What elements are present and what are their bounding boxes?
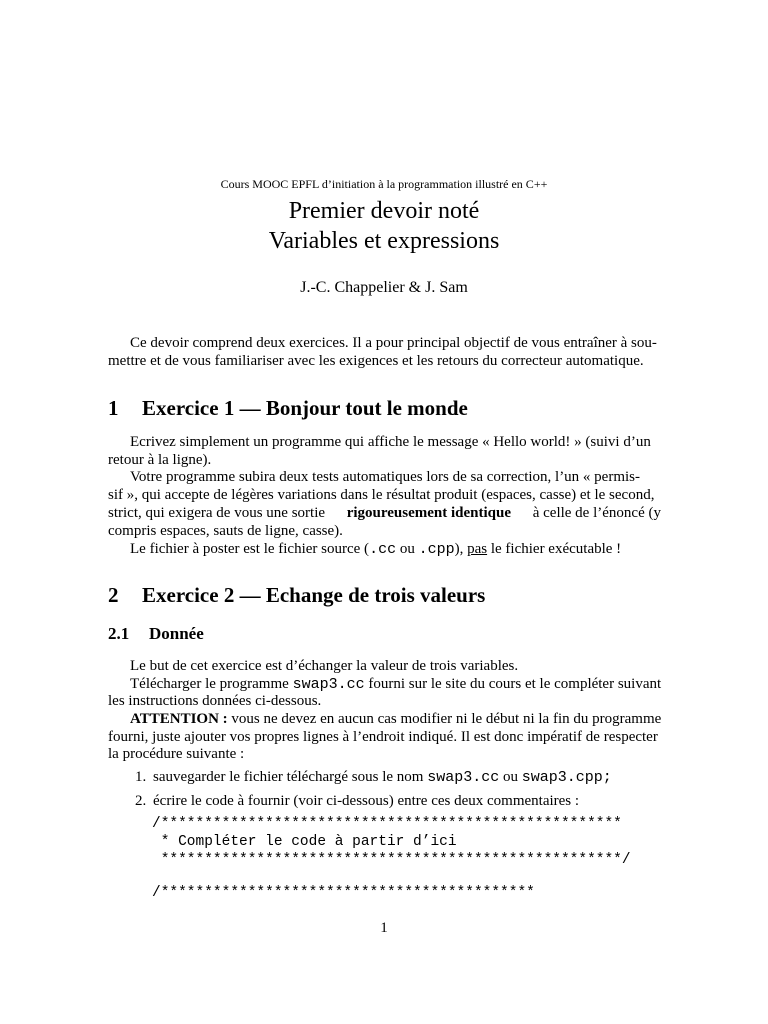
- filename-swap3-cpp: swap3.cpp;: [521, 769, 612, 786]
- ex1-p3-or: ou: [396, 541, 419, 557]
- list-item-1: [135, 768, 612, 788]
- ex1-p2-line1: Votre programme subira deux tests automatiques lors de sa correction, l’un « permis-: [130, 469, 641, 485]
- subsection-2-1-number: 2.1: [108, 624, 130, 643]
- ex1-p1-line1: Ecrivez simplement un programme qui affiche le message « Hello world! » (suivi d’un: [130, 434, 651, 450]
- page-title: Premier devoir noté: [288, 198, 480, 224]
- page-subtitle: Variables et expressions: [268, 228, 500, 254]
- ext-cpp: .cpp: [418, 541, 455, 558]
- ex2-p1: Le but de cet exercice est d’échanger la valeur de trois variables.: [130, 658, 519, 674]
- subsection-2-1-heading: [108, 624, 204, 644]
- ex1-emphasis: rigoureusement identique: [346, 505, 512, 521]
- ex1-p3-underlined: pas: [467, 541, 488, 557]
- ex1-p2-line3-start: strict, qui exigera de vous une sortie: [108, 505, 326, 521]
- code-line-2: * Compléter le code à partir d’ici: [152, 834, 457, 850]
- ex1-p3: [130, 540, 621, 560]
- section-2-number: 2: [108, 583, 119, 607]
- filename-swap3-cc: swap3.cc: [292, 676, 365, 693]
- code-line-4: /*******************************************: [152, 885, 535, 901]
- ex2-p2-text: Télécharger le programme: [130, 676, 293, 692]
- ext-cc: .cc: [369, 541, 397, 558]
- ex2-p3-line2: fourni, juste ajouter vos propres lignes à l’endroit indiqué. Il est donc impératif de respecter: [108, 729, 658, 745]
- list-item-2-number: 2.: [135, 793, 147, 809]
- course-name: Cours MOOC EPFL d’initiation à la programmation illustré en C++: [220, 177, 548, 191]
- ex1-p2-line3: [108, 504, 661, 523]
- section-2-title: Exercice 2 — Echange de trois valeurs: [142, 583, 486, 607]
- section-2-heading: [108, 583, 485, 608]
- list-item-1-or: ou: [499, 769, 522, 785]
- code-line-3: *****************************************************/: [152, 852, 631, 868]
- list-item-2: [135, 792, 579, 811]
- list-item-1-number: 1.: [135, 769, 147, 785]
- ex1-p1-line2: retour à la ligne).: [108, 452, 212, 468]
- ex2-p2-line2: les instructions données ci-dessous.: [108, 693, 322, 709]
- ex1-p2-line3-end: à celle de l’énoncé (y: [532, 505, 661, 521]
- ex2-p3-line3: la procédure suivante :: [108, 746, 245, 762]
- authors: J.-C. Chappelier & J. Sam: [300, 279, 468, 296]
- intro-line-2: mettre et de vous familiariser avec les exigences et les retours du correcteur automatique.: [108, 353, 644, 369]
- ex2-p3-text: vous ne devez en aucun cas modifier ni le début ni la fin du programme: [227, 711, 662, 727]
- ex1-p3-sep: ),: [454, 541, 468, 557]
- list-item-1-text: sauvegarder le fichier téléchargé sous le nom: [153, 769, 428, 785]
- intro-line-1: Ce devoir comprend deux exercices. Il a pour principal objectif de vous entraîner à sou-: [130, 335, 657, 351]
- ex1-p2-line2: sif », qui accepte de légères variations dans le résultat produit (espaces, casse) et le second,: [108, 487, 655, 503]
- filename-swap3-cc: swap3.cc: [427, 769, 500, 786]
- ex2-p3-line1: [130, 710, 661, 729]
- subsection-2-1-title: Donnée: [149, 624, 204, 643]
- ex1-p3-text: Le fichier à poster est le fichier source (: [130, 541, 370, 557]
- ex2-p2-text-end: fourni sur le site du cours et le compléter suivant: [364, 676, 662, 692]
- section-1-number: 1: [108, 396, 119, 420]
- code-line-1: /*****************************************************: [152, 816, 622, 832]
- list-item-2-text: écrire le code à fournir (voir ci-dessous) entre ces deux commentaires :: [153, 793, 580, 809]
- page-number: 1: [380, 920, 388, 936]
- section-1-title: Exercice 1 — Bonjour tout le monde: [142, 396, 468, 420]
- ex1-p3-end: le fichier exécutable !: [487, 541, 622, 557]
- attention-label: ATTENTION :: [130, 711, 228, 727]
- ex1-p2-line4: compris espaces, sauts de ligne, casse).: [108, 523, 343, 539]
- section-1-heading: [108, 396, 468, 421]
